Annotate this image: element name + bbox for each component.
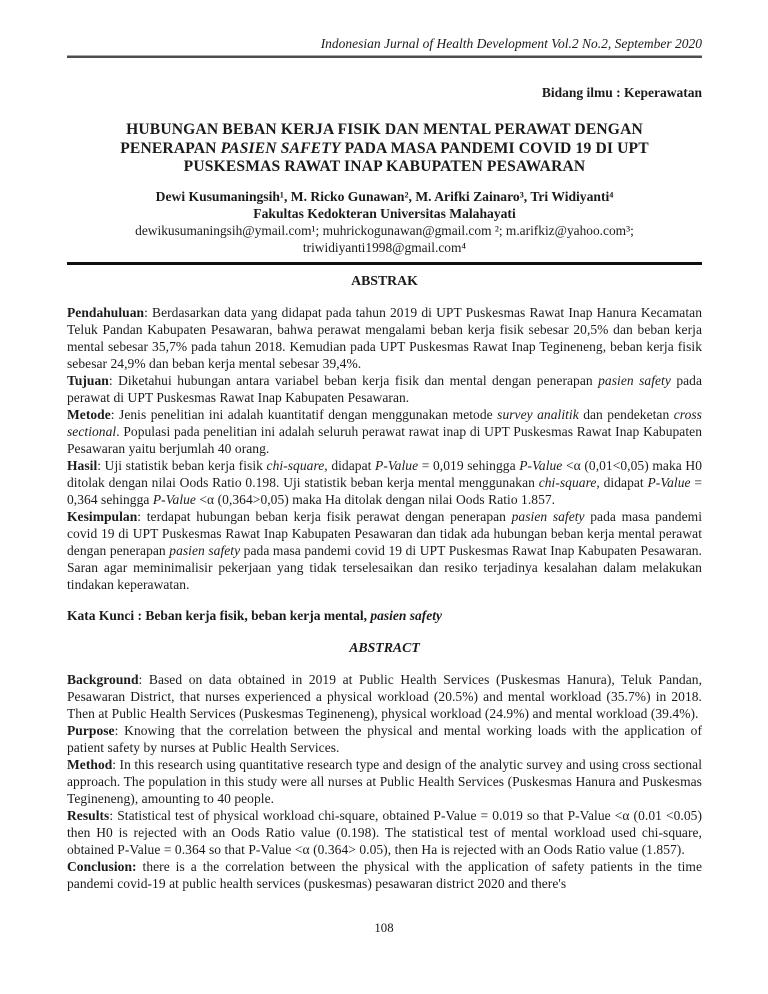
article-title: HUBUNGAN BEBAN KERJA FISIK DAN MENTAL PERAWAT DENGAN PENERAPAN PASIEN SAFETY PADA MASA PANDEMI COVID 19 DI UPT PUSKESMAS RAWAT INAP KABUPATEN PESAWARAN	[120, 121, 649, 176]
section-text: : Jenis penelitian ini adalah kuantitatif dengan menggunakan metode survey analitik dan pendeketan cross sectional. Populasi pada penelitian ini adalah seluruh perawat rawat inap di UPT Puskesmas Rawat Inap Kabupaten Pesawaran yaitu berjumlah 40 orang.	[67, 407, 702, 457]
page-number: 108	[374, 921, 394, 935]
section-label: Results	[67, 808, 110, 824]
section-text: : Statistical test of physical workload chi-square, obtained P-Value = 0.019 so that P-Value <α (0.01 <0.05) then H0 is rejected with an Oods Ratio value (0.198). The statistical test of mental workload used chi-square, obtained P-Value = 0.364 so that P-Value <α (0.364> 0.05), then Ha is rejected with an Oods Ratio value (1.857).	[67, 808, 702, 858]
abstrak-section-metode	[67, 406, 702, 457]
section-text: : terdapat hubungan beban kerja fisik perawat dengan penerapan pasien safety pada masa pandemi covid 19 di UPT Puskesmas Rawat Inap Kabupaten Pesawaran dan tidak ada hubungan beban kerja mental perawat dengan penerapan pasien safety pada masa pandemi covid 19 di UPT Puskesmas Rawat Inap Kabupaten Pesawaran. Saran agar meminimalisir pekerjaan yang tidak terselesaikan dan resiko terjadinya kesalahan dalam melakukan tindakan keperawatan.	[67, 509, 702, 593]
abstrak-section-hasil	[67, 457, 702, 508]
section-text: : Knowing that the correlation between the physical and mental working loads with the application of patient safety by nurses at Public Health Services.	[67, 723, 702, 756]
section-label: Method	[67, 757, 113, 773]
section-label: Tujuan	[67, 373, 109, 389]
section-text: there is a the correlation between the physical with the application of safety patients in the time pandemi covid-19 at public health services (puskesmas) pesawaran district 2020 and there's	[67, 859, 702, 892]
field-of-science: Bidang ilmu : Keperawatan	[541, 85, 702, 100]
abstrak-section-tujuan	[67, 372, 702, 406]
header-divider	[67, 55, 702, 58]
author-emails: dewikusumaningsih@ymail.com¹; muhrickogunawan@gmail.com ²; m.arifkiz@yahoo.com³; triwidiyanti1998@gmail.com⁴	[135, 222, 634, 255]
section-text: : Uji statistik beban kerja fisik chi-square, didapat P-Value = 0,019 sehingga P-Value <α (0,01<0,05) maka H0 ditolak dengan nilai Oods Ratio 0.198. Uji statistik beban kerja mental menggunakan chi-square, didapat P-Value = 0,364 sehingga P-Value <α (0,364>0,05) maka Ha ditolak dengan nilai Oods Ratio 1.857.	[67, 458, 703, 508]
abstract-section-conclusion	[67, 858, 702, 892]
section-label: Background	[67, 672, 139, 688]
abstract-section-method	[67, 756, 702, 807]
abstrak-section-pendahuluan	[67, 304, 702, 372]
section-label: Pendahuluan	[67, 305, 145, 321]
abstract-body-en	[67, 671, 702, 892]
authors-line: Dewi Kusumaningsih¹, M. Ricko Gunawan², M. Arifki Zainaro³, Tri Widiyanti⁴	[155, 188, 614, 204]
abstrak-heading: ABSTRAK	[351, 273, 418, 289]
section-label: Conclusion:	[67, 859, 137, 875]
section-text: : Diketahui hubungan antara variabel beban kerja fisik dan mental dengan penerapan pasien safety pada perawat di UPT Puskesmas Rawat Inap Kabupaten Pesawaran.	[67, 373, 703, 406]
journal-header: Indonesian Jurnal of Health Development Vol.2 No.2, September 2020	[320, 36, 702, 51]
keywords-line: Kata Kunci : Beban kerja fisik, beban kerja mental, pasien safety	[67, 608, 443, 624]
abstrak-section-kesimpulan	[67, 508, 702, 593]
section-label: Purpose	[67, 723, 115, 739]
abstract-heading: ABSTRACT	[349, 640, 420, 656]
abstrak-body	[67, 304, 702, 593]
abstract-divider	[67, 262, 702, 266]
abstract-section-purpose	[67, 722, 702, 756]
abstract-section-results	[67, 807, 702, 858]
section-label: Kesimpulan	[67, 509, 138, 525]
section-text: : In this research using quantitative research type and design of the analytic survey and using cross sectional approach. The population in this study were all nurses at Public Health Services (Puskesmas Hanura and Puskesmas Tegineneng), amounting to 40 people.	[67, 757, 702, 807]
abstract-section-background	[67, 671, 702, 722]
affiliation: Fakultas Kedokteran Universitas Malahayati	[253, 205, 516, 221]
section-text: : Berdasarkan data yang didapat pada tahun 2019 di UPT Puskesmas Rawat Inap Hanura Kecamatan Teluk Pandan Kabupaten Pesawaran, bahwa perawat mengalami beban kerja fisik sebesar 20,5% dan beban kerja mental sebesar 35,7% pada tahun 2018. Kemudian pada UPT Puskesmas Rawat Inap Tegineneng, beban kerja fisik sebesar 24,9% dan beban kerja mental sebesar 39,4%.	[67, 305, 702, 372]
section-label: Hasil	[67, 458, 98, 474]
section-label: Metode	[67, 407, 111, 423]
section-text: : Based on data obtained in 2019 at Public Health Services (Puskesmas Hanura), Teluk Pandan, Pesawaran District, that nurses experienced a physical workload (20.5%) and mental workload (35.7%) in 2018. Then at Public Health Services (Puskesmas Tegineneng), physical workload (24.9%) and mental workload (39.4%).	[67, 672, 702, 722]
